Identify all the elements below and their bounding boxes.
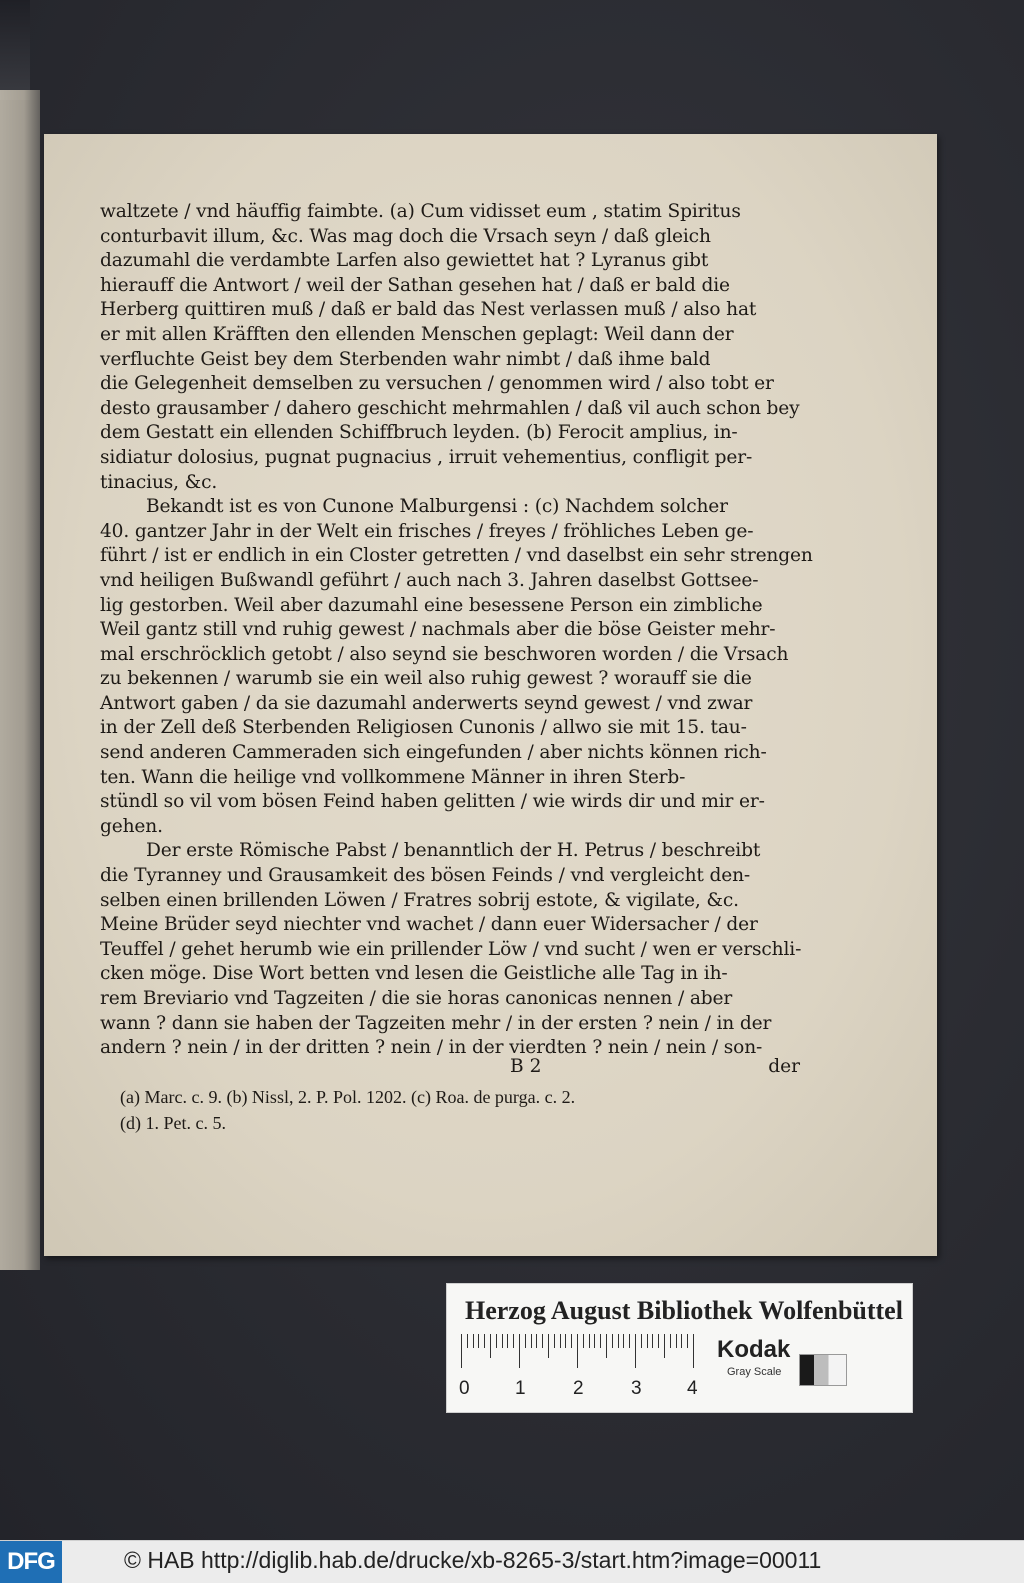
text-line: wann ? dann sie haben der Tagzeiten mehr / in der ersten ? nein / in der bbox=[100, 1012, 772, 1034]
ruler-tick bbox=[676, 1334, 677, 1348]
ruler-tick bbox=[594, 1334, 595, 1348]
ruler-tick bbox=[589, 1334, 590, 1348]
ruler-tick bbox=[652, 1334, 653, 1348]
text-line: selben einen brillenden Löwen / Fratres sobrij estote, & vigilate, &c. bbox=[100, 889, 739, 911]
library-label bbox=[446, 1283, 913, 1413]
ruler-tick bbox=[571, 1334, 572, 1348]
ruler-tick bbox=[577, 1334, 578, 1368]
text-line: ten. Wann die heilige vnd vollkommene Männer in ihren Sterb- bbox=[100, 766, 686, 788]
ruler-tick bbox=[681, 1334, 682, 1348]
footer-bar bbox=[0, 1540, 1024, 1583]
text-line: in der Zell deß Sterbenden Religiosen Cunonis / allwo sie mit 15. tau- bbox=[100, 717, 747, 739]
footnote-line: (a) Marc. c. 9. (b) Nissl, 2. P. Pol. 1202. (c) Roa. de purga. c. 2. bbox=[120, 1087, 576, 1107]
text-line: Herberg quittiren muß / daß er bald das Nest verlassen muß / also hat bbox=[100, 299, 757, 321]
page-text bbox=[100, 200, 813, 1061]
ruler-number: 3 bbox=[631, 1378, 642, 1399]
ruler-tick bbox=[658, 1334, 659, 1348]
text-line: dazumahl die verdambte Larfen also gewiettet hat ? Lyranus gibt bbox=[100, 250, 709, 272]
ruler-tick bbox=[536, 1334, 537, 1348]
ruler-tick bbox=[525, 1334, 526, 1348]
footnotes bbox=[120, 1084, 800, 1136]
ruler-tick bbox=[542, 1334, 543, 1348]
scale-ruler bbox=[459, 1332, 698, 1402]
ruler-tick bbox=[473, 1334, 474, 1348]
scan-shadow bbox=[0, 0, 30, 100]
text-line: conturbavit illum, &c. Was mag doch die Vrsach seyn / daß gleich bbox=[100, 225, 711, 247]
text-line: desto grausamber / dahero geschicht mehrmahlen / daß vil auch schon bey bbox=[100, 397, 800, 419]
footnote-line: (d) 1. Pet. c. 5. bbox=[120, 1113, 226, 1133]
catchword: der bbox=[768, 1056, 800, 1077]
text-line: send anderen Cammeraden sich eingefunden / aber nichts können rich- bbox=[100, 742, 767, 764]
text-line: cken möge. Dise Wort betten vnd lesen die Geistliche alle Tag in ih- bbox=[100, 963, 728, 985]
text-line: die Gelegenheit demselben zu versuchen / genommen wird / also tobt er bbox=[100, 373, 774, 395]
ruler-ticks bbox=[461, 1332, 695, 1368]
ruler-tick bbox=[629, 1334, 630, 1348]
ruler-tick bbox=[554, 1334, 555, 1348]
ruler-tick bbox=[693, 1334, 694, 1368]
gray-scale-caption: Gray Scale bbox=[727, 1366, 782, 1378]
ruler-tick bbox=[531, 1334, 532, 1348]
ruler-tick bbox=[583, 1334, 584, 1348]
text-line: dem Gestatt ein ellenden Schiffbruch leyden. (b) Ferocit amplius, in- bbox=[100, 422, 738, 444]
adjacent-page-edge bbox=[0, 90, 40, 1270]
text-line: verfluchte Geist bey dem Sterbenden wahr nimbt / daß ihme bald bbox=[100, 348, 711, 370]
dfg-logo: DFG bbox=[0, 1541, 62, 1583]
ruler-tick bbox=[635, 1334, 636, 1368]
ruler-tick bbox=[478, 1334, 479, 1348]
text-line: tinacius, &c. bbox=[100, 471, 218, 493]
ruler-number: 2 bbox=[573, 1378, 584, 1399]
ruler-tick bbox=[548, 1334, 549, 1358]
ruler-tick bbox=[560, 1334, 561, 1348]
ruler-tick bbox=[461, 1334, 462, 1368]
ruler-tick bbox=[484, 1334, 485, 1348]
signature-line bbox=[100, 1056, 800, 1082]
signature-mark: B 2 bbox=[510, 1056, 542, 1077]
ruler-number: 0 bbox=[459, 1378, 470, 1399]
text-line: lig gestorben. Weil aber dazumahl eine besessene Person ein zimbliche bbox=[100, 594, 763, 616]
ruler-tick bbox=[606, 1334, 607, 1358]
ruler-number: 4 bbox=[687, 1378, 698, 1399]
copyright-url[interactable]: © HAB http://diglib.hab.de/drucke/xb-8265-3/start.htm?image=00011 bbox=[124, 1547, 822, 1573]
ruler-tick bbox=[519, 1334, 520, 1368]
ruler-tick bbox=[664, 1334, 665, 1358]
ruler-tick bbox=[496, 1334, 497, 1348]
text-line: hierauff die Antwort / weil der Sathan gesehen hat / daß er bald die bbox=[100, 274, 730, 296]
ruler-tick bbox=[618, 1334, 619, 1348]
ruler-tick bbox=[641, 1334, 642, 1348]
text-line: mal erschröcklich getobt / also seynd sie beschworen worden / die Vrsach bbox=[100, 643, 789, 665]
ruler-tick bbox=[490, 1334, 491, 1358]
ruler-tick bbox=[513, 1334, 514, 1348]
text-line: Bekandt ist es von Cunone Malburgensi : (c) Nachdem solcher bbox=[146, 496, 728, 518]
text-line: Weil gantz still vnd ruhig gewest / nachmals aber die böse Geister mehr- bbox=[100, 619, 776, 641]
text-line: Teuffel / gehet herumb wie ein prillender Löw / vnd sucht / wen er verschli- bbox=[100, 938, 802, 960]
text-line: rem Breviario vnd Tagzeiten / die sie horas canonicas nennen / aber bbox=[100, 988, 733, 1009]
text-line: vnd heiligen Bußwandl geführt / auch nach 3. Jahren daselbst Gottsee- bbox=[100, 569, 759, 591]
text-line: andern ? nein / in der dritten ? nein / in der vierdten ? nein / nein / son- bbox=[100, 1037, 763, 1059]
ruler-tick bbox=[600, 1334, 601, 1348]
text-line: stündl so vil vom bösen Feind haben gelitten / wie wirds dir und mir er- bbox=[100, 791, 765, 813]
library-name: Herzog August Bibliothek Wolfenbüttel bbox=[465, 1296, 903, 1325]
ruler-tick bbox=[687, 1334, 688, 1348]
ruler-tick bbox=[502, 1334, 503, 1348]
ruler-tick bbox=[612, 1334, 613, 1348]
text-line: Antwort gaben / da sie dazumahl anderwerts seynd gewest / vnd zwar bbox=[100, 692, 753, 714]
text-line: Meine Brüder seyd niechter vnd wachet / dann euer Widersacher / der bbox=[100, 914, 758, 936]
ruler-tick bbox=[565, 1334, 566, 1348]
ruler-tick bbox=[507, 1334, 508, 1348]
text-line: führt / ist er endlich in ein Closter getretten / vnd daselbst ein sehr strengen bbox=[100, 545, 813, 567]
ruler-tick bbox=[670, 1334, 671, 1348]
text-line: waltzete / vnd häuffig faimbte. (a) Cum vidisset eum , statim Spiritus bbox=[100, 201, 741, 222]
text-line: er mit allen Kräfften den ellenden Menschen geplagt: Weil dann der bbox=[100, 323, 734, 345]
ruler-tick bbox=[467, 1334, 468, 1348]
kodak-logo: Kodak bbox=[717, 1336, 791, 1363]
text-line: gehen. bbox=[100, 815, 163, 837]
text-line: die Tyranney und Grausamkeit des bösen Feinds / vnd vergleicht den- bbox=[100, 865, 751, 887]
text-line: 40. gantzer Jahr in der Welt ein frisches / freyes / fröhliches Leben ge- bbox=[100, 520, 754, 542]
text-line: sidiatur dolosius, pugnat pugnacius , irruit vehementius, confligit per- bbox=[100, 446, 753, 468]
gray-scale-swatch bbox=[799, 1354, 847, 1386]
book-page bbox=[44, 134, 937, 1256]
text-line: zu bekennen / warumb sie ein weil also ruhig gewest ? worauff sie die bbox=[100, 668, 752, 690]
ruler-tick bbox=[647, 1334, 648, 1348]
ruler-number: 1 bbox=[515, 1378, 526, 1399]
ruler-tick bbox=[623, 1334, 624, 1348]
text-line: Der erste Römische Pabst / benanntlich der H. Petrus / beschreibt bbox=[146, 840, 761, 862]
